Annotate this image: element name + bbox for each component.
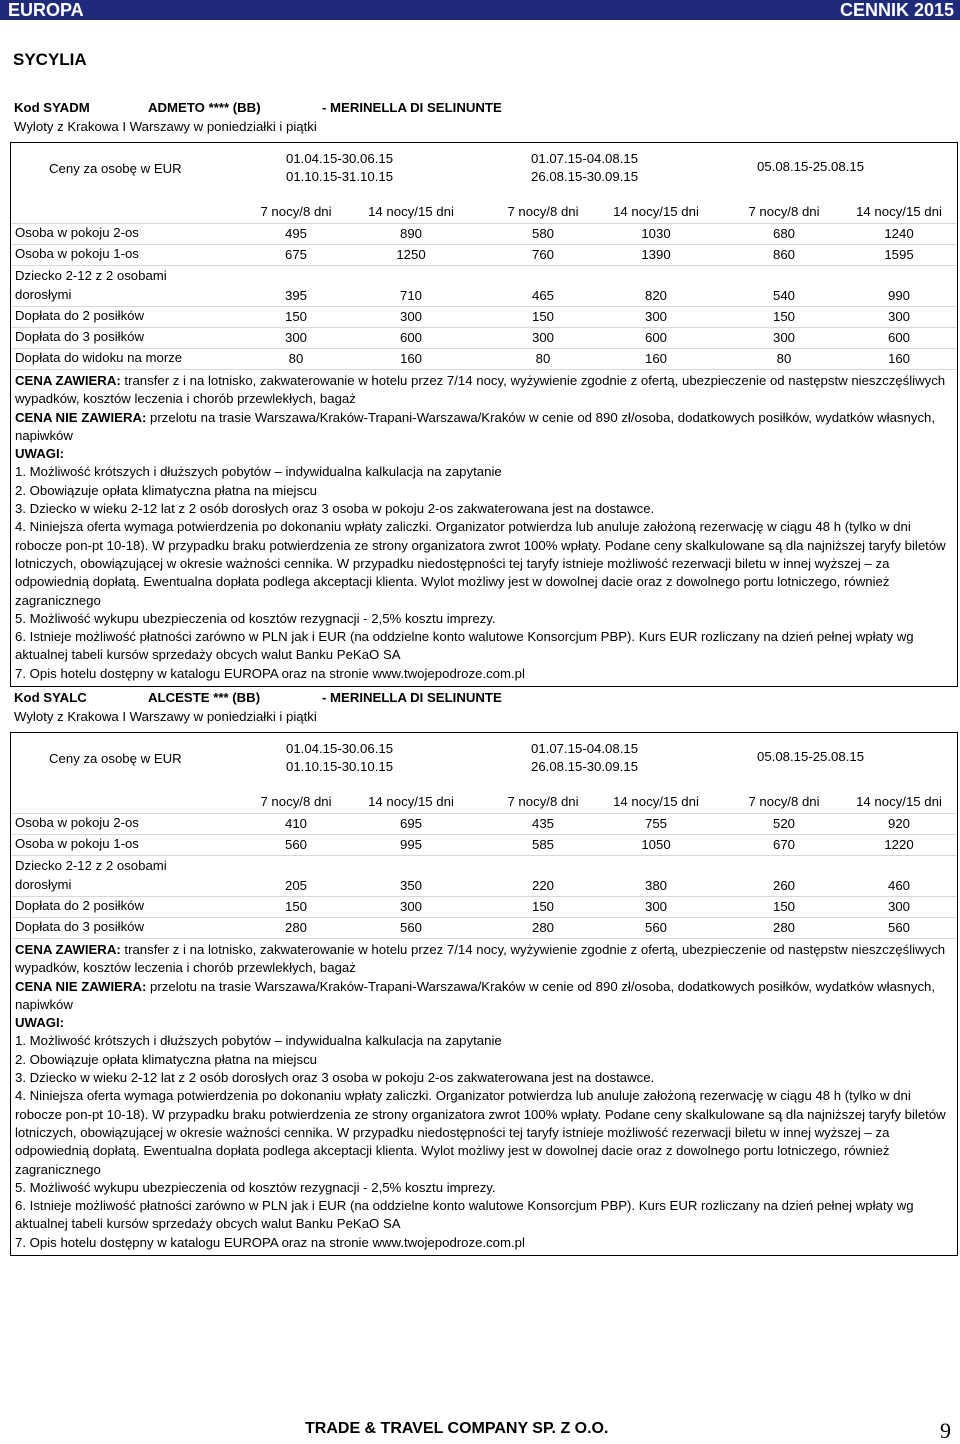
price-cell: 680 [772, 226, 795, 241]
row-label: Dopłata do widoku na morze [15, 350, 183, 365]
price-cell: 205 [284, 878, 307, 893]
price-cell: 350 [399, 878, 422, 893]
price-table-header [11, 733, 957, 791]
price-cell: 560 [399, 920, 422, 935]
price-cell: 150 [284, 309, 307, 324]
price-cell: 150 [284, 899, 307, 914]
hotel-code: Kod SYADM [14, 100, 90, 115]
hotel-section [10, 100, 958, 687]
price-cell: 80 [776, 351, 792, 366]
row-label: Dopłata do 3 posiłków [15, 919, 145, 934]
price-cell: 260 [772, 878, 795, 893]
row-label: Dopłata do 2 posiłków [15, 898, 145, 913]
includes-text: CENA ZAWIERA: transfer z i na lotnisko, zakwaterowanie w hotelu przez 7/14 nocy, wyżywienie zgodnie z ofertą, ubezpieczenie od następstw nieszczęśliwych wypadków, kosztów leczenia i chorób przewlekłych, bagaż [15, 373, 946, 407]
price-cell: 920 [887, 816, 910, 831]
price-cell: 760 [531, 247, 554, 262]
price-cell: 300 [772, 330, 795, 345]
price-cell: 585 [531, 837, 554, 852]
hotel-code: Kod SYALC [14, 690, 87, 705]
price-cell: 80 [288, 351, 304, 366]
table-row [11, 917, 957, 938]
price-cell: 1240 [884, 226, 914, 241]
price-cell: 300 [531, 330, 554, 345]
footer-company: TRADE & TRAVEL COMPANY SP. Z O.O. [305, 1420, 609, 1437]
season-date-range: 26.08.15-30.09.15 [531, 759, 639, 774]
duration-label: 7 nocy/8 dni [260, 204, 332, 219]
price-cell: 300 [399, 309, 422, 324]
price-cell: 280 [772, 920, 795, 935]
season-date-range: 05.08.15-25.08.15 [757, 749, 865, 764]
row-label: Osoba w pokoju 1-os [15, 836, 139, 851]
table-row [11, 348, 957, 369]
duration-label: 14 nocy/15 dni [613, 204, 699, 219]
price-cell: 1250 [396, 247, 426, 262]
note-item: 1. Możliwość krótszych i dłuższych pobytów – indywidualna kalkulacja na zapytanie [15, 1033, 502, 1049]
terms-notes [11, 938, 957, 1255]
hotel-location: - MERINELLA DI SELINUNTE [322, 100, 502, 115]
note-item: 6. Istnieje możliwość płatności zarówno w PLN jak i EUR (na oddzielne konto walutowe Konsorcjum PBP). Kurs EUR rozliczany na dzień pełnej wpłaty wg aktualnej tabeli kursów sprzedaży obcych walut Banku PeKaO SA [15, 629, 914, 663]
note-item: 4. Niniejsza oferta wymaga potwierdzenia po dokonaniu wpłaty zaliczki. Organizator potwierdza lub anuluje założoną rezerwację w ciągu 48 h (tylko w dni robocze pon-pt 10-18). W przypadku braku potwierdzenia ze strony organizatora zwrot 100% wpłaty. Podane ceny skalkulowane są dla najniższej taryfy biletów lotniczych, obowiązującej w okresie ważności cennika. W przypadku niedostępności tej taryfy istnieje możliwość rezerwacji biletu w innej wyższej – za odpowiednią dopłatą. Ewentualna dopłata podlega akceptacji klienta. Wylot możliwy jest w dowolnej dacie oraz z dowolnego portu lotniczego, również zagranicznego [15, 1088, 946, 1177]
price-cell: 460 [887, 878, 910, 893]
row-label: Osoba w pokoju 2-os [15, 225, 139, 240]
row-label: Osoba w pokoju 2-os [15, 815, 139, 830]
price-cell: 820 [644, 288, 667, 303]
duration-label: 7 nocy/8 dni [507, 204, 579, 219]
price-cell: 410 [284, 816, 307, 831]
table-row [11, 265, 957, 306]
duration-row [11, 201, 957, 223]
hotel-header [10, 100, 958, 118]
duration-label: 7 nocy/8 dni [507, 794, 579, 809]
row-label: Dopłata do 3 posiłków [15, 329, 145, 344]
duration-label: 14 nocy/15 dni [368, 204, 454, 219]
price-cell: 600 [399, 330, 422, 345]
price-cell: 280 [531, 920, 554, 935]
table-row [11, 855, 957, 896]
table-row [11, 223, 957, 244]
price-cell: 1050 [641, 837, 671, 852]
price-table [10, 732, 958, 1256]
price-cell: 150 [772, 309, 795, 324]
season-date-range: 05.08.15-25.08.15 [757, 159, 865, 174]
season-date-range: 26.08.15-30.09.15 [531, 169, 639, 184]
terms-notes [11, 369, 957, 686]
price-table [10, 142, 958, 687]
price-cell: 160 [399, 351, 422, 366]
table-row [11, 834, 957, 855]
note-item: 1. Możliwość krótszych i dłuższych pobytów – indywidualna kalkulacja na zapytanie [15, 464, 502, 480]
table-row [11, 813, 957, 834]
row-label: Dziecko 2-12 z 2 osobami dorosłymi [15, 858, 167, 892]
price-cell: 995 [399, 837, 422, 852]
duration-label: 7 nocy/8 dni [260, 794, 332, 809]
hotel-name: ADMETO **** (BB) [148, 100, 261, 115]
season-date-range: 01.07.15-04.08.15 [531, 741, 639, 756]
price-cell: 695 [399, 816, 422, 831]
page-number: 9 [940, 1418, 951, 1443]
row-label: Dopłata do 2 posiłków [15, 308, 145, 323]
note-item: 6. Istnieje możliwość płatności zarówno w PLN jak i EUR (na oddzielne konto walutowe Konsorcjum PBP). Kurs EUR rozliczany na dzień pełnej wpłaty wg aktualnej tabeli kursów sprzedaży obcych walut Banku PeKaO SA [15, 1198, 914, 1232]
duration-label: 7 nocy/8 dni [748, 204, 820, 219]
note-item: 4. Niniejsza oferta wymaga potwierdzenia po dokonaniu wpłaty zaliczki. Organizator potwierdza lub anuluje założoną rezerwację w ciągu 48 h (tylko w dni robocze pon-pt 10-18). W przypadku braku potwierdzenia ze strony organizatora zwrot 100% wpłaty. Podane ceny skalkulowane są dla najniższej taryfy biletów lotniczych, obowiązującej w okresie ważności cennika. W przypadku niedostępności tej taryfy istnieje możliwość rezerwacji biletu w innej wyższej – za odpowiednią dopłatą. Ewentualna dopłata podlega akceptacji klienta. Wylot możliwy jest w dowolnej dacie oraz z dowolnego portu lotniczego, również zagranicznego [15, 519, 946, 608]
price-cell: 380 [644, 878, 667, 893]
price-table-header [11, 143, 957, 201]
price-cell: 150 [772, 899, 795, 914]
price-cell: 580 [531, 226, 554, 241]
price-cell: 755 [644, 816, 667, 831]
price-cell: 435 [531, 816, 554, 831]
table-row [11, 306, 957, 327]
duration-label: 14 nocy/15 dni [613, 794, 699, 809]
price-cell: 890 [399, 226, 422, 241]
hotel-section [10, 690, 958, 1256]
note-item: 7. Opis hotelu dostępny w katalogu EUROPA oraz na stronie www.twojepodroze.com.pl [15, 1234, 525, 1250]
note-item: 2. Obowiązuje opłata klimatyczna płatna na miejscu [15, 482, 318, 498]
row-label: Osoba w pokoju 1-os [15, 246, 139, 261]
price-cell: 160 [644, 351, 667, 366]
table-row [11, 244, 957, 265]
flight-info: Wyloty z Krakowa I Warszawy w poniedziałki i piątki [14, 119, 317, 134]
hotel-name: ALCESTE *** (BB) [148, 690, 261, 705]
price-cell: 675 [284, 247, 307, 262]
price-cell: 300 [887, 309, 910, 324]
duration-label: 14 nocy/15 dni [368, 794, 454, 809]
price-label: Ceny za osobę w EUR [49, 751, 182, 766]
header-bar [0, 0, 960, 20]
duration-row [11, 791, 957, 813]
duration-label: 7 nocy/8 dni [748, 794, 820, 809]
note-item: 3. Dziecko w wieku 2-12 lat z 2 osób dorosłych oraz 3 osoba w pokoju 2-os zakwaterowana jest na dostawce. [15, 1070, 655, 1086]
price-cell: 1390 [641, 247, 671, 262]
season-date-range: 01.04.15-30.06.15 [286, 741, 394, 756]
price-cell: 540 [772, 288, 795, 303]
row-label: Dziecko 2-12 z 2 osobami dorosłymi [15, 268, 167, 302]
price-cell: 1595 [884, 247, 914, 262]
header-pricelist-title: CENNIK 2015 [839, 0, 954, 20]
price-cell: 600 [887, 330, 910, 345]
price-cell: 280 [284, 920, 307, 935]
notes-title: UWAGI: [15, 1015, 65, 1031]
price-cell: 600 [644, 330, 667, 345]
season-date-range: 01.07.15-04.08.15 [531, 151, 639, 166]
price-cell: 150 [531, 899, 554, 914]
price-cell: 300 [284, 330, 307, 345]
excludes-text: CENA NIE ZAWIERA: przelotu na trasie Warszawa/Kraków-Trapani-Warszawa/Kraków w cenie od 890 zł/osoba, dodatkowych posiłków, wydatków własnych, napiwków [15, 978, 936, 1012]
note-item: 3. Dziecko w wieku 2-12 lat z 2 osób dorosłych oraz 3 osoba w pokoju 2-os zakwaterowana jest na dostawce. [15, 501, 655, 517]
price-cell: 220 [531, 878, 554, 893]
note-item: 5. Możliwość wykupu ubezpieczenia od kosztów rezygnacji - 2,5% kosztu imprezy. [15, 1179, 496, 1195]
season-date-range: 01.04.15-30.06.15 [286, 151, 394, 166]
note-item: 2. Obowiązuje opłata klimatyczna płatna na miejscu [15, 1051, 318, 1067]
price-cell: 495 [284, 226, 307, 241]
season-date-range: 01.10.15-30.10.15 [286, 759, 394, 774]
price-cell: 520 [772, 816, 795, 831]
table-row [11, 327, 957, 348]
price-label: Ceny za osobę w EUR [49, 161, 182, 176]
notes-title: UWAGI: [15, 446, 65, 462]
duration-label: 14 nocy/15 dni [856, 204, 942, 219]
season-date-range: 01.10.15-31.10.15 [286, 169, 394, 184]
price-cell: 150 [531, 309, 554, 324]
price-cell: 710 [399, 288, 422, 303]
price-cell: 300 [644, 309, 667, 324]
price-cell: 80 [535, 351, 551, 366]
price-cell: 160 [887, 351, 910, 366]
price-cell: 300 [644, 899, 667, 914]
note-item: 7. Opis hotelu dostępny w katalogu EUROPA oraz na stronie www.twojepodroze.com.pl [15, 665, 525, 681]
price-cell: 395 [284, 288, 307, 303]
price-cell: 990 [887, 288, 910, 303]
table-row [11, 896, 957, 917]
price-cell: 670 [772, 837, 795, 852]
header-brand: EUROPA [8, 0, 84, 20]
includes-text: CENA ZAWIERA: transfer z i na lotnisko, zakwaterowanie w hotelu przez 7/14 nocy, wyżywienie zgodnie z ofertą, ubezpieczenie od następstw nieszczęśliwych wypadków, kosztów leczenia i chorób przewlekłych, bagaż [15, 942, 946, 976]
price-cell: 1030 [641, 226, 671, 241]
price-cell: 300 [399, 899, 422, 914]
duration-label: 14 nocy/15 dni [856, 794, 942, 809]
price-cell: 465 [531, 288, 554, 303]
hotel-location: - MERINELLA DI SELINUNTE [322, 690, 502, 705]
excludes-text: CENA NIE ZAWIERA: przelotu na trasie Warszawa/Kraków-Trapani-Warszawa/Kraków w cenie od 890 zł/osoba, dodatkowych posiłków, wydatków własnych, napiwków [15, 409, 936, 443]
price-cell: 860 [772, 247, 795, 262]
price-cell: 560 [284, 837, 307, 852]
price-cell: 300 [887, 899, 910, 914]
price-cell: 1220 [884, 837, 914, 852]
note-item: 5. Możliwość wykupu ubezpieczenia od kosztów rezygnacji - 2,5% kosztu imprezy. [15, 610, 496, 626]
region-title: SYCYLIA [13, 50, 87, 69]
flight-info: Wyloty z Krakowa I Warszawy w poniedziałki i piątki [14, 709, 317, 724]
hotel-header [10, 690, 958, 708]
price-cell: 560 [887, 920, 910, 935]
price-cell: 560 [644, 920, 667, 935]
